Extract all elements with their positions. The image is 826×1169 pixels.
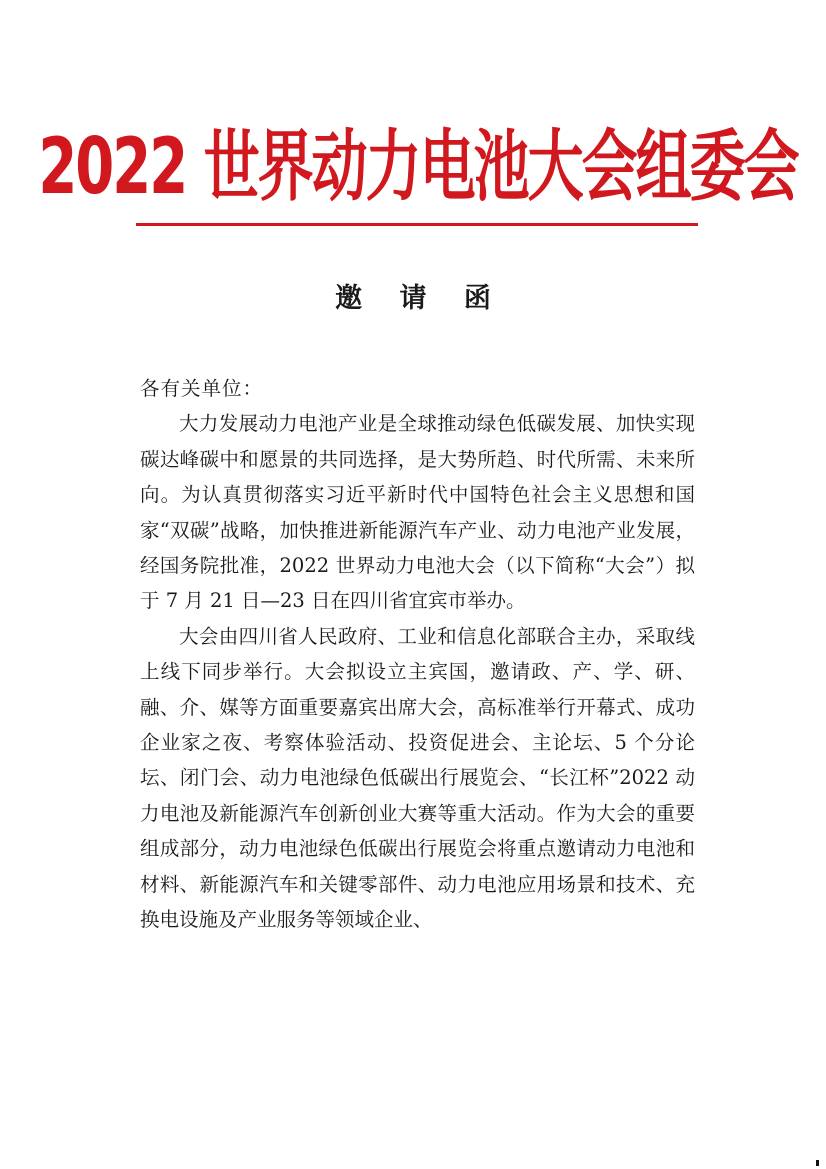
- salutation: 各有关单位：: [140, 377, 264, 400]
- paragraph-2: 大会由四川省人民政府、工业和信息化部联合主办，采取线上线下同步举行。大会拟设立主宾国，邀请政、产、学、研、融、介、媒等方面重要嘉宾出席大会，高标准举行开幕式、成功企业家之夜、考察体验活动、投资促进会、主论坛、5 个分论坛、闭门会、动力电池绿色低碳出行展览会、“长江杯”2022 动力电池及新能源汽车创新创业大赛等重大活动。作为大会的重要组成部分，动力电池绿色低碳出行展览会将重点邀请动力电池和材料、新能源汽车和关键零部件、动力电池应用场景和技术、充换电设施及产业服务等领域企业、: [140, 624, 695, 932]
- scan-mark: [816, 1160, 819, 1166]
- document-heading: 邀 请 函: [335, 283, 505, 314]
- paragraph-1: 大力发展动力电池产业是全球推动绿色低碳发展、加快实现碳达峰碳中和愿景的共同选择，是大势所趋、时代所需、未来所向。为认真贯彻落实习近平新时代中国特色社会主义思想和国家“双碳”战略，加快推进新能源汽车产业、动力电池产业发展，经国务院批准，2022 世界动力电池大会（以下简称“大会”）拟于 7 月 21 日—23 日在四川省宜宾市举办。: [140, 412, 695, 613]
- letterhead: [38, 118, 798, 218]
- letterhead-title: 2022 世界动力电池大会组委会: [38, 122, 798, 213]
- letter-body: [140, 371, 695, 938]
- letterhead-red-rule: [136, 223, 698, 226]
